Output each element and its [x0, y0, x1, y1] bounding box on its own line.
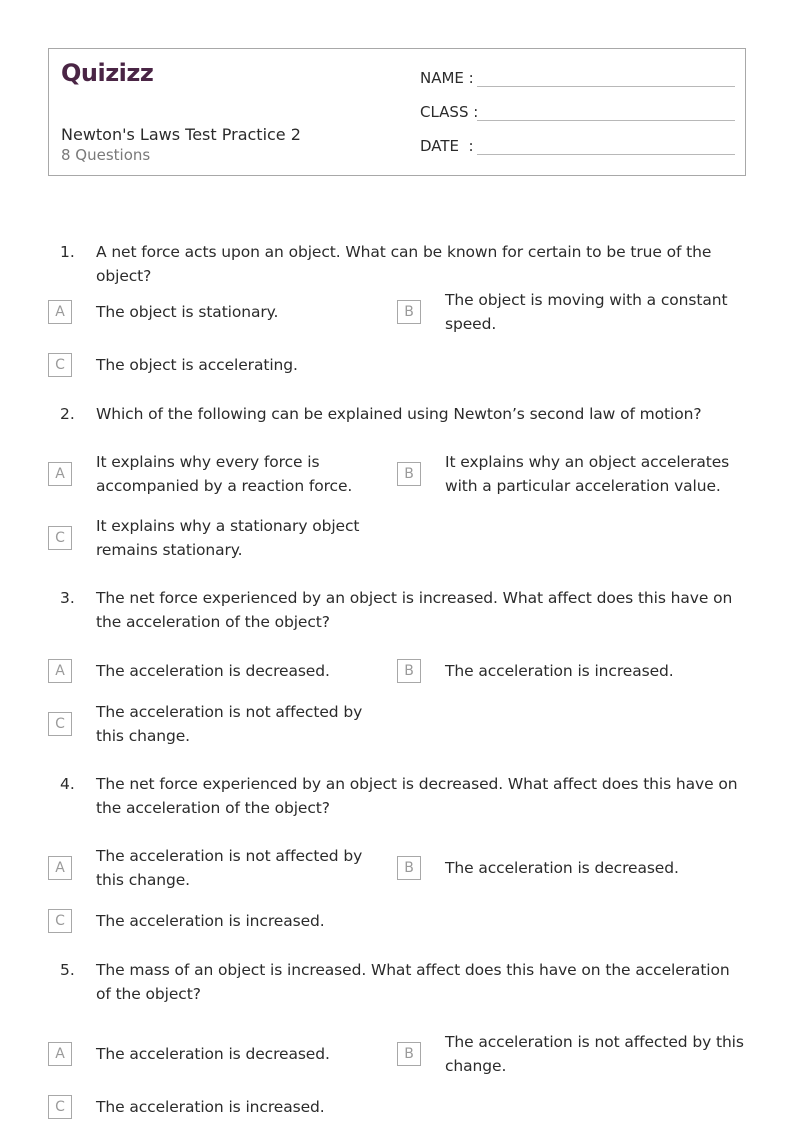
option-badge-c[interactable]: C	[48, 1095, 72, 1119]
option-badge-b[interactable]: B	[397, 1042, 421, 1066]
option-text: The acceleration is increased.	[96, 912, 325, 930]
question-number: 4.	[60, 775, 75, 793]
option-badge-a[interactable]: A	[48, 300, 72, 324]
option-badge-a[interactable]: A	[48, 462, 72, 486]
option-text: The object is moving with a constant speed.	[445, 291, 728, 333]
question-number: 3.	[60, 589, 75, 607]
option-text: It explains why every force is accompanied by a reaction force.	[96, 453, 353, 495]
question-number: 1.	[60, 243, 75, 261]
option-text: The acceleration is increased.	[445, 662, 674, 680]
option-text: The acceleration is decreased.	[96, 662, 330, 680]
option-text: The acceleration is decreased.	[445, 859, 679, 877]
date-line[interactable]	[477, 154, 735, 155]
question-text: The net force experienced by an object is increased. What affect does this have on the acceleration of the object?	[96, 589, 733, 631]
name-label: NAME :	[420, 69, 474, 87]
option-text: It explains why an object accelerates with a particular acceleration value.	[445, 453, 730, 495]
option-badge-c[interactable]: C	[48, 909, 72, 933]
option-badge-b[interactable]: B	[397, 462, 421, 486]
question-number: 2.	[60, 405, 75, 423]
date-field	[420, 135, 735, 159]
question-count: 8 Questions	[61, 146, 151, 164]
worksheet-title: Newton's Laws Test Practice 2	[61, 125, 301, 144]
class-field	[420, 101, 735, 125]
option-badge-a[interactable]: A	[48, 856, 72, 880]
question-text: The mass of an object is increased. What affect does this have on the acceleration of the object?	[96, 961, 730, 1003]
question-text: A net force acts upon an object. What can be known for certain to be true of the object?	[96, 243, 712, 285]
option-text: It explains why a stationary object remains stationary.	[96, 517, 360, 559]
option-badge-c[interactable]: C	[48, 353, 72, 377]
class-line[interactable]	[477, 120, 735, 121]
name-field	[420, 67, 735, 91]
question-text: The net force experienced by an object is decreased. What affect does this have on the acceleration of the object?	[96, 775, 738, 817]
option-text: The object is accelerating.	[96, 356, 298, 374]
question-text: Which of the following can be explained using Newton’s second law of motion?	[96, 405, 702, 423]
option-badge-b[interactable]: B	[397, 659, 421, 683]
date-label: DATE :	[420, 137, 474, 155]
class-label: CLASS :	[420, 103, 479, 121]
option-badge-a[interactable]: A	[48, 659, 72, 683]
option-text: The object is stationary.	[96, 303, 279, 321]
option-badge-c[interactable]: C	[48, 712, 72, 736]
worksheet-header	[48, 48, 746, 176]
option-text: The acceleration is not affected by this change.	[445, 1033, 744, 1075]
question-number: 5.	[60, 961, 75, 979]
option-text: The acceleration is not affected by this change.	[96, 847, 363, 889]
quizizz-logo	[61, 57, 153, 89]
option-badge-a[interactable]: A	[48, 1042, 72, 1066]
svg-text:Quizizz: Quizizz	[61, 59, 153, 87]
option-badge-b[interactable]: B	[397, 856, 421, 880]
option-text: The acceleration is increased.	[96, 1098, 325, 1116]
name-line[interactable]	[477, 86, 735, 87]
option-text: The acceleration is decreased.	[96, 1045, 330, 1063]
option-badge-c[interactable]: C	[48, 526, 72, 550]
option-text: The acceleration is not affected by this change.	[96, 703, 363, 745]
option-badge-b[interactable]: B	[397, 300, 421, 324]
